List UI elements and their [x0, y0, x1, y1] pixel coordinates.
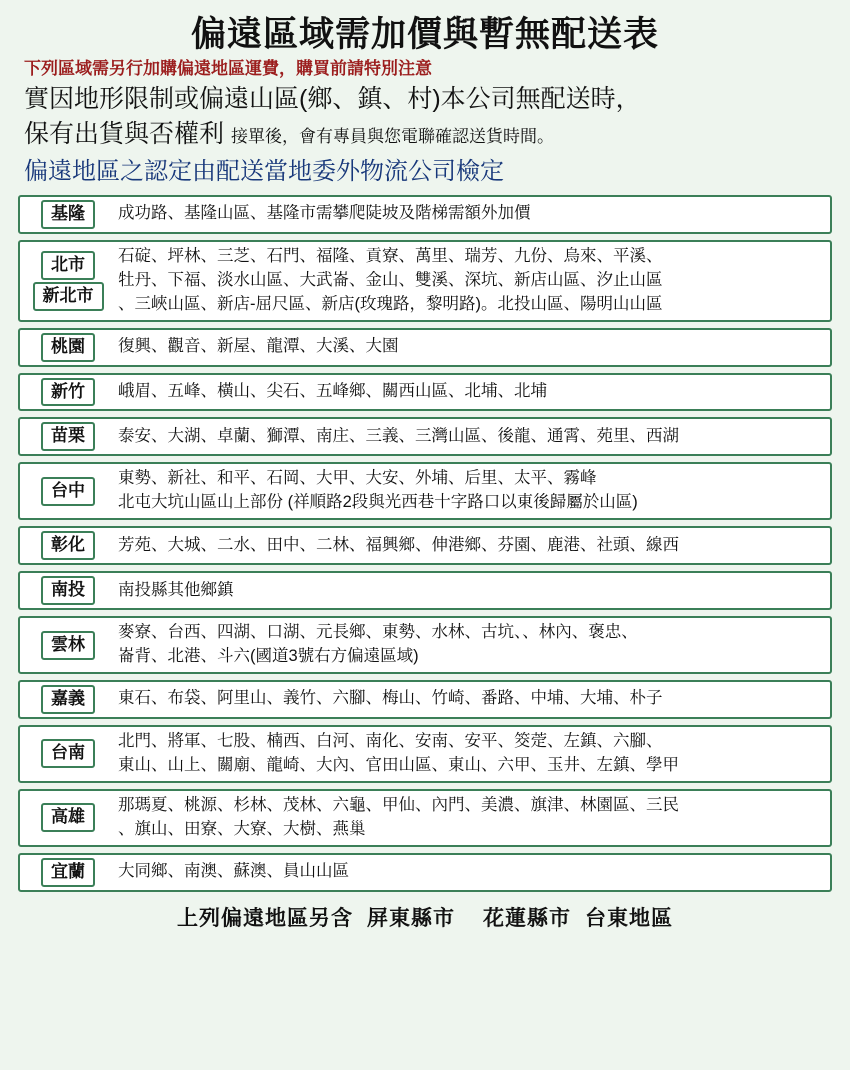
region-label: 高雄	[41, 803, 95, 832]
table-row	[18, 195, 832, 234]
table-row	[18, 526, 832, 565]
region-label: 基隆	[41, 200, 95, 229]
region-label: 雲林	[41, 631, 95, 660]
region-line: 北門、將軍、七股、楠西、白河、南化、安南、安平、筊萣、左鎮、六腳、	[118, 731, 663, 750]
certification-note: 偏遠地區之認定由配送當地委外物流公司檢定	[24, 157, 504, 185]
row-content-cell	[116, 727, 830, 781]
footer-item-3: 台東地區	[585, 906, 673, 930]
paragraph-line-2-small: 接單後，會有專員與您電聯確認送貨時間。	[230, 126, 554, 146]
row-label-cell	[20, 855, 116, 890]
row-label-cell	[20, 330, 116, 365]
table-row	[18, 680, 832, 719]
region-line: 芳苑、大城、二水、田中、二林、福興鄉、伸港鄉、芬園、鹿港、社頭、線西	[118, 535, 679, 554]
region-line: 復興、觀音、新屋、龍潭、大溪、大園	[118, 337, 399, 356]
row-content-cell	[116, 464, 830, 518]
row-content-cell	[116, 528, 830, 563]
row-content-cell	[116, 375, 830, 410]
paragraph-line-1: 實因地形限制或偏遠山區(鄉、鎮、村)本公司無配送時，	[24, 84, 641, 113]
region-label: 北市	[41, 251, 95, 280]
row-label-cell	[20, 573, 116, 608]
region-line: 東石、布袋、阿里山、義竹、六腳、梅山、竹崎、番路、中埔、大埔、朴子	[118, 689, 663, 708]
row-content-cell	[116, 419, 830, 454]
row-label-cell	[20, 618, 116, 672]
region-line: 牡丹、下福、淡水山區、大武崙、金山、雙溪、深坑、新店山區、汐止山區	[118, 270, 663, 289]
table-row	[18, 462, 832, 520]
row-label-cell	[20, 197, 116, 232]
region-line: 泰安、大湖、卓蘭、獅潭、南庄、三義、三灣山區、後龍、通霄、苑里、西湖	[118, 426, 679, 445]
region-label: 台中	[41, 477, 95, 506]
footer-item-2: 花蓮縣市	[483, 906, 571, 930]
row-content-cell	[116, 573, 830, 608]
region-table	[18, 195, 832, 892]
table-row	[18, 417, 832, 456]
region-line: 東勢、新社、和平、石岡、大甲、大安、外埔、后里、太平、霧峰	[118, 469, 597, 488]
footer-note	[14, 902, 836, 932]
region-label: 嘉義	[41, 685, 95, 714]
region-label: 桃園	[41, 333, 95, 362]
region-line: 東山、山上、關廟、龍崎、大內、官田山區、東山、六甲、玉井、左鎮、學甲	[118, 755, 679, 774]
row-label-cell	[20, 528, 116, 563]
row-content-cell	[116, 855, 830, 890]
row-label-cell	[20, 727, 116, 781]
row-content-cell	[116, 791, 830, 845]
page-title: 偏遠區域需加價與暫無配送表	[190, 15, 659, 54]
region-line: 北屯大坑山區山上部份 (祥順路2段與光西巷十字路口以東後歸屬於山區)	[118, 493, 638, 512]
paragraph-line-2-main: 保有出貨與否權利	[24, 119, 225, 148]
region-label: 新竹	[41, 378, 95, 407]
region-line: 麥寮、台西、四湖、口湖、元長鄉、東勢、水林、古坑、、林內、褒忠、	[118, 623, 638, 642]
table-row	[18, 240, 832, 322]
region-label: 宜蘭	[41, 858, 95, 887]
region-label: 新北市	[33, 282, 104, 311]
row-label-cell	[20, 791, 116, 845]
region-line: 峨眉、五峰、橫山、尖石、五峰鄉、關西山區、北埔、北埔	[118, 382, 547, 401]
row-label-cell	[20, 682, 116, 717]
row-label-cell	[20, 419, 116, 454]
region-line: 石碇、坪林、三芝、石門、福隆、貢寮、萬里、瑞芳、九份、烏來、平溪、	[118, 246, 663, 265]
table-row	[18, 789, 832, 847]
row-content-cell	[116, 242, 830, 320]
row-content-cell	[116, 618, 830, 672]
region-line: 大同鄉、南澳、蘇澳、員山山區	[118, 862, 349, 881]
table-row	[18, 373, 832, 412]
region-line: 成功路、基隆山區、基隆市需攀爬陡坡及階梯需額外加價	[118, 204, 531, 223]
table-row	[18, 616, 832, 674]
table-row	[18, 853, 832, 892]
row-label-cell	[20, 242, 116, 320]
region-label: 彰化	[41, 531, 95, 560]
paragraph-line-2	[24, 118, 836, 151]
table-row	[18, 725, 832, 783]
region-line: 崙背、北港、斗六(國道3號右方偏遠區域)	[118, 647, 419, 666]
row-label-cell	[20, 375, 116, 410]
row-content-cell	[116, 682, 830, 717]
region-line: 南投縣其他鄉鎮	[118, 580, 234, 599]
row-content-cell	[116, 197, 830, 232]
region-label: 南投	[41, 576, 95, 605]
row-content-cell	[116, 330, 830, 365]
table-row	[18, 571, 832, 610]
footer-prefix: 上列偏遠地區另含	[177, 906, 353, 930]
region-line: 、旗山、田寮、大寮、大樹、燕巢	[118, 819, 366, 838]
region-line: 那瑪夏、桃源、杉林、茂林、六龜、甲仙、內門、美濃、旗津、林園區、三民	[118, 795, 679, 814]
region-label: 苗栗	[41, 422, 95, 451]
subtitle-notice: 下列區域需另行加購偏遠地區運費，購買前請特別注意	[24, 58, 432, 78]
region-line: 、三峽山區、新店-屈尺區、新店(玫瑰路，黎明路)。北投山區、陽明山山區	[118, 294, 663, 313]
table-row	[18, 328, 832, 367]
footer-item-1: 屏東縣市	[367, 906, 455, 930]
region-label: 台南	[41, 739, 95, 768]
row-label-cell	[20, 464, 116, 518]
